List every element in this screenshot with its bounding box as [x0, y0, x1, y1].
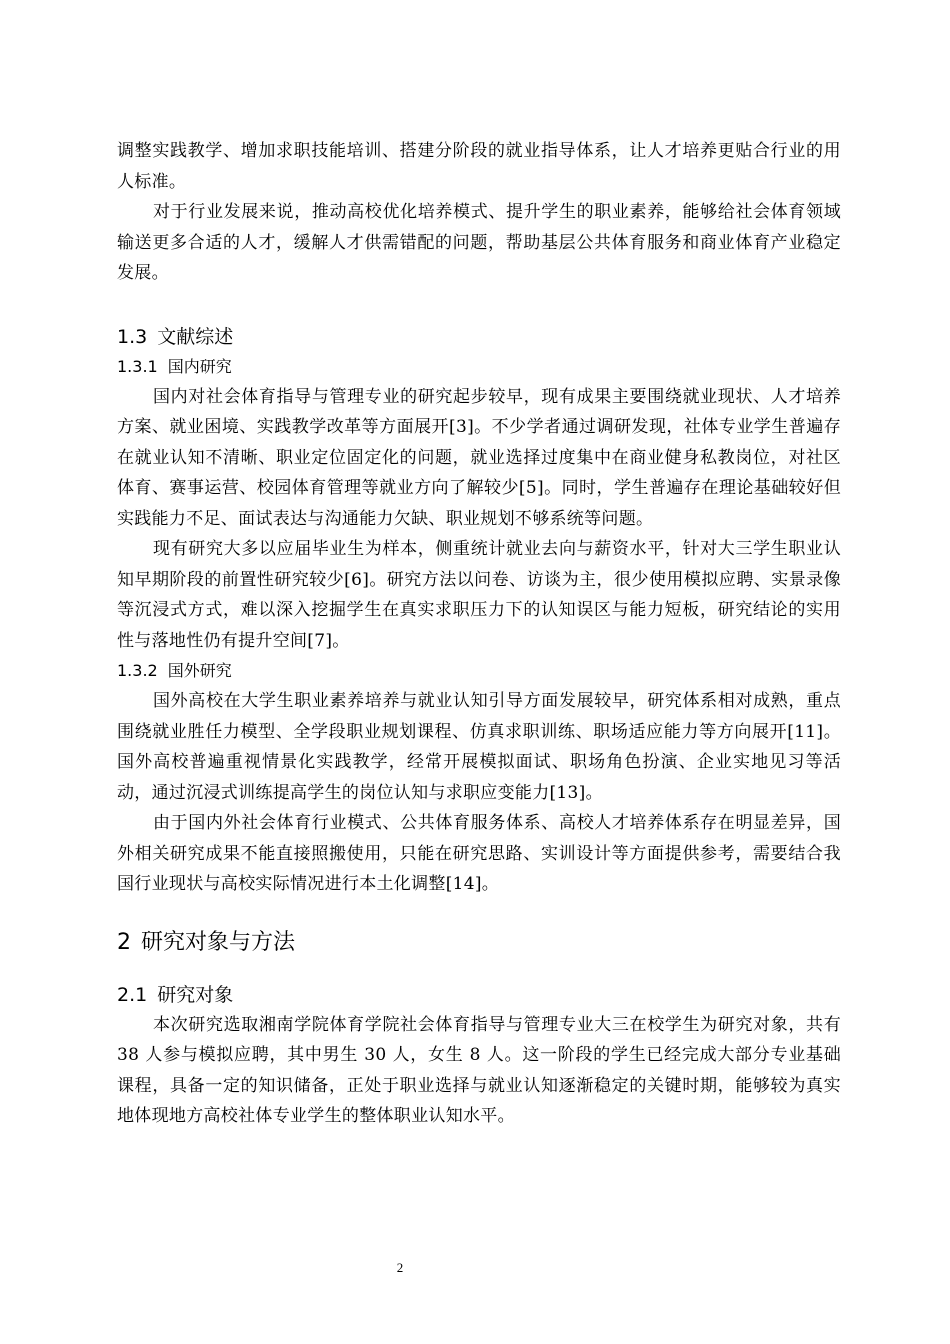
- subsection-title: 国内研究: [167, 356, 232, 376]
- chapter-title: 研究对象与方法: [141, 929, 296, 955]
- subsection-heading-1-3-1: [117, 352, 841, 382]
- domestic-paragraph-2: 现有研究大多以应届毕业生为样本，侧重统计就业去向与薪资水平，针对大三学生职业认知早期阶段的前置性研究较少[6]。研究方法以问卷、访谈为主，很少使用模拟应聘、实景录像等沉浸式方式，难以深入挖掘学生在真实求职压力下的认知误区与能力短板，研究结论的实用性与落地性仍有提升空间[7]。: [117, 539, 841, 651]
- page-content: [117, 136, 841, 1132]
- intro-paragraph-2: 对于行业发展来说，推动高校优化培养模式、提升学生的职业素养，能够给社会体育领域输送更多合适的人才，缓解人才供需错配的问题，帮助基层公共体育服务和商业体育产业稳定发展。: [117, 202, 841, 283]
- section-heading-1-3: [117, 322, 841, 352]
- subsection-title: 国外研究: [167, 661, 232, 680]
- subsection-heading-1-3-2: [117, 656, 841, 686]
- page-number: 2: [396, 1260, 404, 1275]
- section-title: 文献综述: [157, 325, 234, 348]
- chapter-number: 2: [117, 929, 131, 955]
- chapter-heading-2: [117, 926, 841, 960]
- domestic-paragraph-1: 国内对社会体育指导与管理专业的研究起步较早，现有成果主要围绕就业现状、人才培养方案、就业困境、实践教学改革等方面展开[3]。不少学者通过调研发现，社体专业学生普遍存在就业认知不清晰、职业定位固定化的问题，就业选择过度集中在商业健身私教岗位，对社区体育、赛事运营、校园体育管理等就业方向了解较少[5]。同时，学生普遍存在理论基础较好但实践能力不足、面试表达与沟通能力欠缺、职业规划不够系统等问题。: [117, 386, 841, 529]
- section-title: 研究对象: [157, 983, 234, 1006]
- section-number: 1.3: [117, 325, 148, 348]
- foreign-paragraph-2: 由于国内外社会体育行业模式、公共体育服务体系、高校人才培养体系存在明显差异，国外相关研究成果不能直接照搬使用，只能在研究思路、实训设计等方面提供参考，需要结合我国行业现状与高校实际情况进行本土化调整[14]。: [117, 813, 841, 894]
- section-number: 2.1: [117, 983, 148, 1006]
- foreign-paragraph-1: 国外高校在大学生职业素养培养与就业认知引导方面发展较早，研究体系相对成熟，重点围绕就业胜任力模型、全学段职业规划课程、仿真求职训练、职场适应能力等方向展开[11]。国外高校普遍重视情景化实践教学，经常开展模拟面试、职场角色扮演、企业实地见习等活动，通过沉浸式训练提高学生的岗位认知与求职应变能力[13]。: [117, 691, 841, 803]
- section-heading-2-1: [117, 980, 841, 1010]
- subsection-number: 1.3.2: [117, 661, 158, 680]
- subject-paragraph: 本次研究选取湘南学院体育学院社会体育指导与管理专业大三在校学生为研究对象，共有 38 人参与模拟应聘，其中男生 30 人，女生 8 人。这一阶段的学生已经完成大部分专业基础课程，具备一定的知识储备，正处于职业选择与就业认知逐渐稳定的关键时期，能够较为真实地体现地方高校社体专业学生的整体职业认知水平。: [117, 1014, 841, 1126]
- subsection-number: 1.3.1: [117, 356, 158, 376]
- intro-paragraph-1: 调整实践教学、增加求职技能培训、搭建分阶段的就业指导体系，让人才培养更贴合行业的用人标准。: [117, 141, 841, 192]
